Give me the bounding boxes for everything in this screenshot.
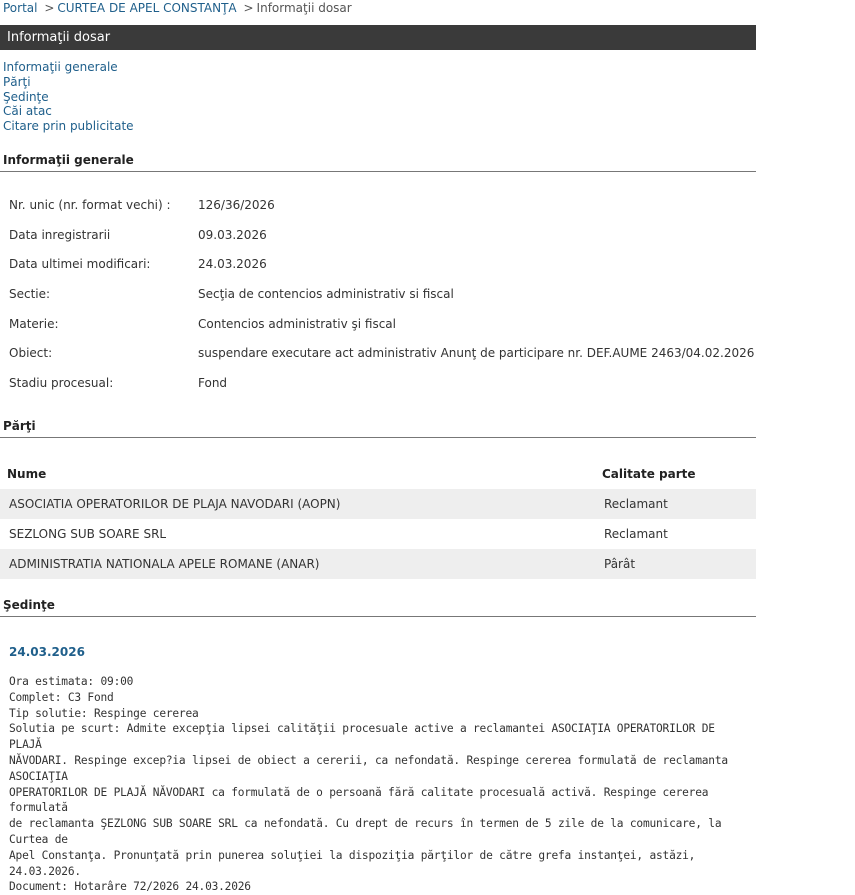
table-row [0,519,756,549]
page-title: Informaţii dosar [0,25,756,50]
info-value: 24.03.2026 [198,257,267,272]
info-value: 09.03.2026 [198,227,267,242]
info-value: suspendare executare act administrativ Anunţ de participare nr. DEF.AUME 2463/04.02.2026 [198,346,755,361]
breadcrumb-separator: > [243,1,254,15]
general-section-heading: Informaţii generale [0,152,756,172]
table-row [0,549,756,579]
info-value: Contencios administrativ şi fiscal [198,316,396,331]
sedinta-solutie-line: Solutia pe scurt: Admite excepţia lipsei calităţii procesuale active a reclamantei ASOCIAŢIA OPERATORILOR DE PLAJĂ [9,722,715,752]
info-label: Sectie: [9,287,51,302]
breadcrumb-separator: > [44,1,55,15]
nav-link-parti[interactable]: Părţi [3,74,31,89]
sedinta-date: 24.03.2026 [9,645,85,659]
breadcrumb-current: Informaţii dosar [256,1,352,15]
breadcrumb-court-link[interactable]: CURTEA DE APEL CONSTANŢA [57,1,237,15]
info-label: Nr. unic (nr. format vechi) : [9,198,171,212]
info-label: Data ultimei modificari: [9,257,151,272]
info-label: Obiect: [9,346,53,361]
info-value: Fond [198,376,228,391]
sedinta-tip-solutie: Tip solutie: Respinge cererea [9,706,199,720]
column-header-nume: Nume [7,467,47,481]
sedinta-complet: Complet: C3 Fond [9,690,114,704]
party-name: ADMINISTRATIA NATIONALA APELE ROMANE (ANAR) [9,557,320,571]
sedinta-solutie-line: de reclamanta ŞEZLONG SUB SOARE SRL ca nefondată. Cu drept de recurs în termen de 5 zile de la comunicare, la Curtea de [9,817,722,846]
nav-link-cai-atac[interactable]: Căi atac [3,104,52,119]
info-value: 126/36/2026 [198,198,275,212]
breadcrumb-portal-link[interactable]: Portal [3,1,38,15]
info-label: Stadiu procesual: [9,376,114,391]
nav-link-citare[interactable]: Citare prin publicitate [3,119,134,134]
party-name: SEZLONG SUB SOARE SRL [9,527,167,541]
sedinta-solutie-line: Apel Constanţa. Pronunţată prin punerea soluţiei la dispoziţia părţilor de către grefa instanţei, astăzi, 24.03.2026. [9,848,696,878]
party-role: Pârât [604,557,636,571]
party-name: ASOCIATIA OPERATORILOR DE PLAJA NAVODARI (AOPN) [9,497,341,511]
parti-table-header [0,460,756,488]
sedinta-document: Document: Hotarâre 72/2026 24.03.2026 [9,880,251,894]
parti-section-heading: Părţi [0,418,756,438]
party-role: Reclamant [604,527,668,541]
sedinta-details [9,674,749,895]
table-row [0,489,756,519]
section-nav [3,60,134,134]
nav-link-informatii-generale[interactable]: Informaţii generale [3,60,118,74]
nav-link-sedinte[interactable]: Şedinţe [3,89,49,104]
sedinta-solutie-line: OPERATORILOR DE PLAJĂ NĂVODARI ca formulată de o persoană fără calitate procesuală activă. Respinge cererea formulată [9,785,709,815]
sedinta-ora: Ora estimata: 09:00 [9,675,134,688]
breadcrumb [3,1,352,15]
column-header-calitate: Calitate parte [602,467,696,481]
info-label: Data inregistrarii [9,227,111,242]
party-role: Reclamant [604,497,668,511]
info-value: Secţia de contencios administrativ si fiscal [198,287,454,302]
sedinte-section-heading: Şedinţe [0,597,756,617]
sedinta-solutie-line: NĂVODARI. Respinge excep?ia lipsei de obiect a cererii, ca nefondată. Respinge cererea formulată de reclamanta ASOCIAŢIA [9,753,728,783]
info-label: Materie: [9,316,59,331]
